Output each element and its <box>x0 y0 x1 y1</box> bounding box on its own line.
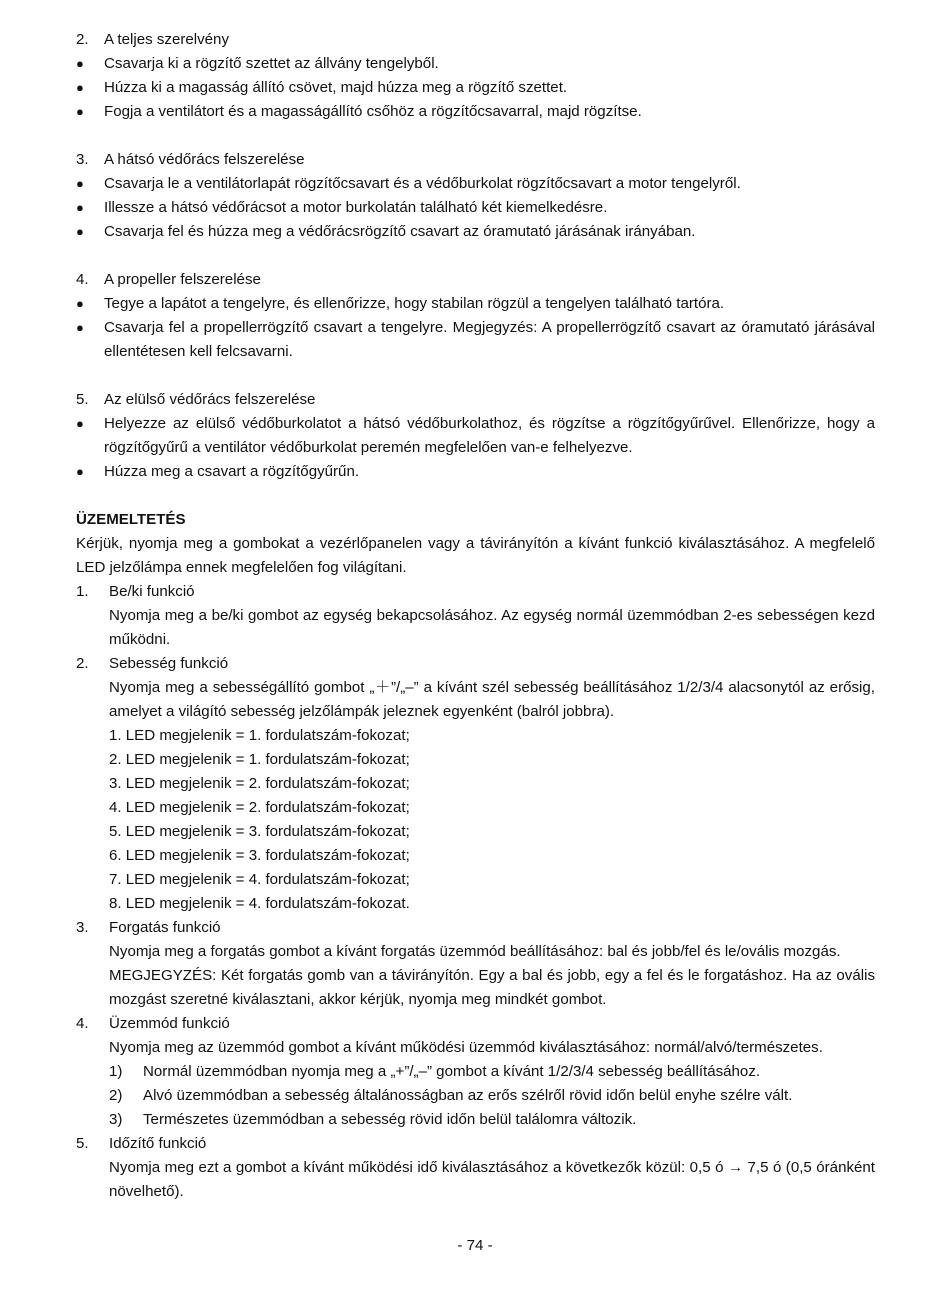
bullet-icon: ● <box>76 224 84 239</box>
section-title: A propeller felszerelése <box>104 271 261 288</box>
mode-number: 2) <box>109 1087 123 1104</box>
section-number: 3. <box>76 151 89 168</box>
function-heading <box>76 1012 875 1036</box>
function-number: 4. <box>76 1015 89 1032</box>
function-text: Nyomja meg az üzemmód gombot a kívánt működési üzemmód kiválasztásához: normál/alvó/természetes. <box>109 1039 823 1056</box>
function-heading <box>76 580 875 604</box>
section-title: A hátsó védőrács felszerelése <box>104 151 305 168</box>
function-title: Üzemmód funkció <box>109 1015 230 1032</box>
bullet-icon: ● <box>76 464 84 479</box>
function-heading <box>76 1132 875 1156</box>
bullet-icon: ● <box>76 56 84 71</box>
mode-text: Természetes üzemmódban a sebesség rövid időn belül találomra változik. <box>143 1111 637 1128</box>
mode-number: 3) <box>109 1111 123 1128</box>
bullet-item <box>76 52 875 76</box>
bullet-icon: ● <box>76 200 84 215</box>
bullet-text: Tegye a lapátot a tengelyre, és ellenőrizze, hogy stabilan rögzül a tengelyen található tartóra. <box>104 295 725 312</box>
section-title: A teljes szerelvény <box>104 31 230 48</box>
bullet-text: Csavarja ki a rögzítő szettet az állvány tengelyből. <box>104 55 439 72</box>
bullet-item <box>76 76 875 100</box>
section-title: Az elülső védőrács felszerelése <box>104 391 316 408</box>
bullet-icon: ● <box>76 416 84 431</box>
operation-intro: Kérjük, nyomja meg a gombokat a vezérlőpanelen vagy a távirányítón a kívánt funkció kiválasztásához. A megfelelő LED jelzőlámpa ennek megfelelően fog világítani. <box>76 535 875 576</box>
bullet-text: Csavarja fel és húzza meg a védőrácsrögzítő csavart az óramutató járásának irányában. <box>104 223 696 240</box>
led-line: 4. LED megjelenik = 2. fordulatszám-fokozat; <box>109 799 410 816</box>
bullet-item <box>76 172 875 196</box>
section-heading <box>76 388 875 412</box>
bullet-text: Csavarja le a ventilátorlapát rögzítőcsavart és a védőburkolat rögzítőcsavart a motor tengelyről. <box>104 175 741 192</box>
bullet-item <box>76 292 875 316</box>
function-text: Nyomja meg a forgatás gombot a kívánt forgatás üzemmód beállításához: bal és jobb/fel és le/ovális mozgás. <box>109 943 841 960</box>
function-title: Sebesség funkció <box>109 655 229 672</box>
mode-item <box>109 1060 875 1084</box>
section-number: 4. <box>76 271 89 288</box>
section-number: 2. <box>76 31 89 48</box>
section-heading <box>76 268 875 292</box>
bullet-text: Helyezze az elülső védőburkolatot a hátsó védőburkolathoz, és rögzítse a rögzítőgyűrűvel. Ellenőrizze, hogy a rögzítőgyűrű a ventilátor védőburkolat peremén megfelelően van-e felhelyezve. <box>104 415 875 456</box>
mode-item <box>109 1084 875 1108</box>
mode-item <box>109 1108 875 1132</box>
bullet-item <box>76 220 875 244</box>
function-number: 1. <box>76 583 89 600</box>
bullet-icon: ● <box>76 80 84 95</box>
bullet-text: Illessze a hátsó védőrácsot a motor burkolatán található két kiemelkedésre. <box>104 199 608 216</box>
page-number: - 74 - <box>457 1237 493 1254</box>
section-heading <box>76 28 875 52</box>
function-number: 5. <box>76 1135 89 1152</box>
section-heading <box>76 148 875 172</box>
bullet-icon: ● <box>76 296 84 311</box>
function-heading <box>76 916 875 940</box>
bullet-text: Csavarja fel a propellerrögzítő csavart a tengelyre. Megjegyzés: A propellerrögzítő csavart az óramutató járásával ellentétesen kell felcsavarni. <box>104 319 875 360</box>
function-note: MEGJEGYZÉS: Két forgatás gomb van a távirányítón. Egy a bal és jobb, egy a fel és le forgatáshoz. Ha az ovális mozgást szeretné kiválasztani, akkor kérjük, nyomja meg mindkét gombot. <box>109 967 875 1008</box>
led-line: 1. LED megjelenik = 1. fordulatszám-fokozat; <box>109 727 410 744</box>
bullet-icon: ● <box>76 176 84 191</box>
bullet-text: Fogja a ventilátort és a magasságállító csőhöz a rögzítőcsavarral, majd rögzítse. <box>104 103 642 120</box>
led-line: 8. LED megjelenik = 4. fordulatszám-fokozat. <box>109 895 410 912</box>
bullet-icon: ● <box>76 104 84 119</box>
bullet-text: Húzza meg a csavart a rögzítőgyűrűn. <box>104 463 360 480</box>
led-line: 5. LED megjelenik = 3. fordulatszám-fokozat; <box>109 823 410 840</box>
function-text: Nyomja meg ezt a gombot a kívánt működési idő kiválasztásához a következők közül: 0,5 ó → 7,5 ó (0,5 óránként növelhető). <box>109 1159 875 1200</box>
function-title: Forgatás funkció <box>109 919 221 936</box>
led-line: 2. LED megjelenik = 1. fordulatszám-fokozat; <box>109 751 410 768</box>
bullet-item <box>76 460 875 484</box>
function-text: Nyomja meg a sebességállító gombot „＋”/„–” a kívánt szél sebesség beállításához 1/2/3/4 alacsonytól az erősig, amelyet a világító sebesség jelzőlámpák jeleznek egyenként (balról jobbra). <box>109 679 875 720</box>
led-line: 7. LED megjelenik = 4. fordulatszám-fokozat; <box>109 871 410 888</box>
mode-text: Alvó üzemmódban a sebesség általánosságban az erős szélről rövid időn belül enyhe szélre vált. <box>143 1087 793 1104</box>
bullet-item <box>76 196 875 220</box>
bullet-text: Húzza ki a magasság állító csövet, majd húzza meg a rögzítő szettet. <box>104 79 568 96</box>
function-number: 2. <box>76 655 89 672</box>
mode-number: 1) <box>109 1063 123 1080</box>
section-number: 5. <box>76 391 89 408</box>
bullet-icon: ● <box>76 320 84 335</box>
function-text: Nyomja meg a be/ki gombot az egység bekapcsolásához. Az egység normál üzemmódban 2-es sebességen kezd működni. <box>109 607 875 648</box>
function-number: 3. <box>76 919 89 936</box>
mode-text: Normál üzemmódban nyomja meg a „+”/„–” gombot a kívánt 1/2/3/4 sebesség beállításához. <box>143 1063 761 1080</box>
function-title: Be/ki funkció <box>109 583 195 600</box>
function-heading <box>76 652 875 676</box>
bullet-item <box>76 100 875 124</box>
led-line: 3. LED megjelenik = 2. fordulatszám-fokozat; <box>109 775 410 792</box>
operation-heading: ÜZEMELTETÉS <box>76 511 186 528</box>
bullet-item <box>76 412 875 460</box>
function-title: Időzítő funkció <box>109 1135 207 1152</box>
bullet-item <box>76 316 875 364</box>
led-line: 6. LED megjelenik = 3. fordulatszám-fokozat; <box>109 847 410 864</box>
